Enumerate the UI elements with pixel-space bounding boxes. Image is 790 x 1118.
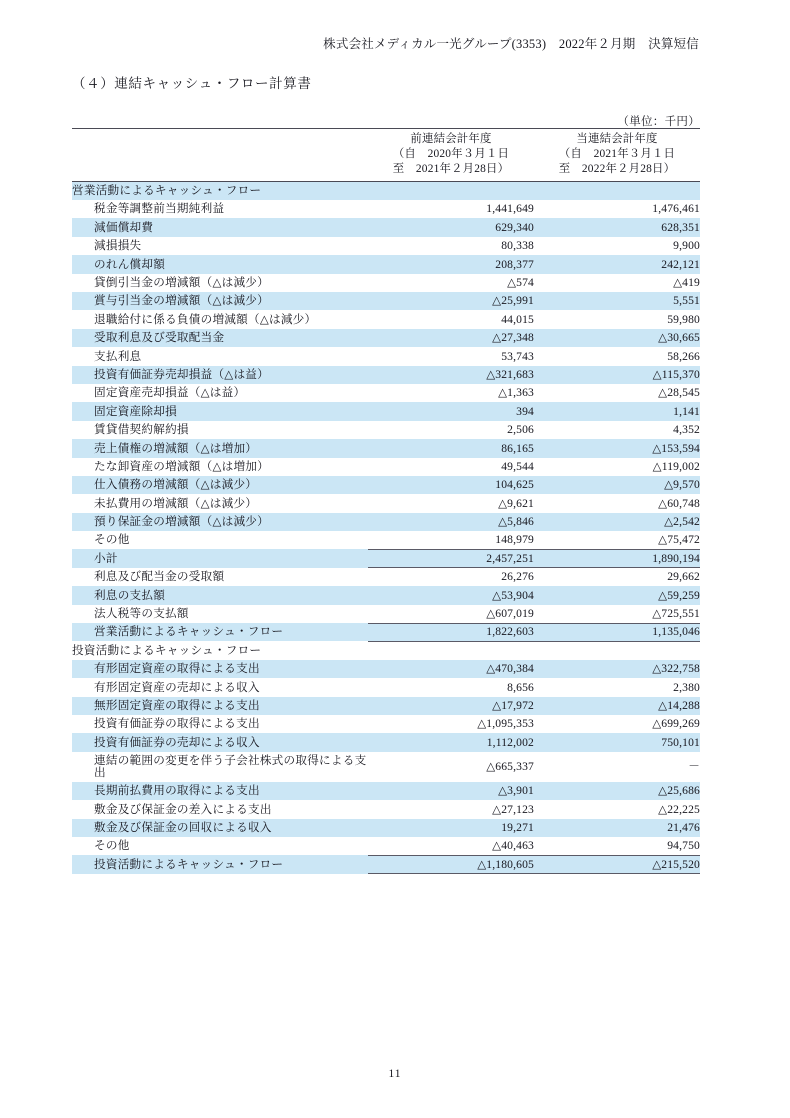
table-row — [72, 819, 700, 837]
table-row — [72, 605, 700, 623]
unit-note: （単位：千円） — [617, 116, 700, 128]
row-value-current: 1,141 — [534, 402, 700, 420]
row-label: その他 — [72, 531, 368, 549]
row-label: 退職給付に係る負債の増減額（△は減少） — [72, 310, 368, 328]
row-label: 利息の支払額 — [72, 586, 368, 604]
row-value-current: 1,476,461 — [534, 200, 700, 218]
row-value-previous: △3,901 — [368, 782, 534, 800]
table-row — [72, 458, 700, 476]
row-value-previous: 44,015 — [368, 310, 534, 328]
row-value-previous: △1,363 — [368, 384, 534, 402]
row-value-current: △119,002 — [534, 458, 700, 476]
previous-period-from: （自 2020年３月１日 — [392, 148, 510, 161]
row-label: 税金等調整前当期純利益 — [72, 200, 368, 218]
row-value-current: △699,269 — [534, 715, 700, 733]
row-value-current: － — [534, 752, 700, 782]
row-value-current — [534, 182, 700, 200]
row-label: 投資活動によるキャッシュ・フロー — [72, 855, 368, 873]
row-label: 賞与引当金の増減額（△は減少） — [72, 292, 368, 310]
table-row — [72, 310, 700, 328]
row-label: 支払利息 — [72, 347, 368, 365]
row-value-current: △153,594 — [534, 439, 700, 457]
row-value-current: 58,266 — [534, 347, 700, 365]
row-label: 未払費用の増減額（△は減少） — [72, 494, 368, 512]
table-row — [72, 347, 700, 365]
table-row — [72, 402, 700, 420]
row-label: 固定資産売却損益（△は益） — [72, 384, 368, 402]
row-value-current: 9,900 — [534, 237, 700, 255]
row-value-previous: △1,180,605 — [368, 855, 534, 873]
row-label: 営業活動によるキャッシュ・フロー — [72, 182, 368, 200]
table-row — [72, 623, 700, 641]
row-label: 連結の範囲の変更を伴う子会社株式の取得による支出 — [72, 752, 368, 782]
row-value-previous: 86,165 — [368, 439, 534, 457]
row-label: 利息及び配当金の受取額 — [72, 568, 368, 586]
table-row — [72, 384, 700, 402]
row-label: たな卸資産の増減額（△は増加） — [72, 458, 368, 476]
row-label: 仕入債務の増減額（△は減少） — [72, 476, 368, 494]
row-value-previous: 394 — [368, 402, 534, 420]
row-value-previous: 1,441,649 — [368, 200, 534, 218]
row-value-previous: △470,384 — [368, 660, 534, 678]
table-row — [72, 715, 700, 733]
table-row — [72, 255, 700, 273]
table-row — [72, 752, 700, 782]
row-label: 投資有価証券売却損益（△は益） — [72, 366, 368, 384]
table-row — [72, 697, 700, 715]
row-value-current: 628,351 — [534, 218, 700, 236]
row-label: 投資有価証券の取得による支出 — [72, 715, 368, 733]
table-row — [72, 855, 700, 873]
table-header-row — [72, 129, 700, 182]
row-value-current: △60,748 — [534, 494, 700, 512]
row-value-previous: △321,683 — [368, 366, 534, 384]
table-section-header-row — [72, 641, 700, 659]
row-label: 有形固定資産の売却による収入 — [72, 678, 368, 696]
row-value-previous: 26,276 — [368, 568, 534, 586]
table-row — [72, 366, 700, 384]
row-label: 法人税等の支払額 — [72, 605, 368, 623]
current-period-to: 至 2022年２月28日） — [558, 163, 676, 176]
table-row — [72, 513, 700, 531]
row-value-current: △75,472 — [534, 531, 700, 549]
table-row — [72, 568, 700, 586]
table-header — [72, 129, 700, 182]
column-header-previous-period — [368, 129, 534, 182]
row-value-current: △115,370 — [534, 366, 700, 384]
row-value-previous: 2,457,251 — [368, 549, 534, 567]
column-header-current-period — [534, 129, 700, 182]
table-section-header-row — [72, 182, 700, 200]
row-value-current: △30,665 — [534, 329, 700, 347]
row-label: 減価償却費 — [72, 218, 368, 236]
row-value-current: △725,551 — [534, 605, 700, 623]
previous-period-title: 前連結会計年度 — [410, 133, 492, 145]
row-label: 営業活動によるキャッシュ・フロー — [72, 623, 368, 641]
table-row — [72, 237, 700, 255]
row-value-current: △322,758 — [534, 660, 700, 678]
table-body — [72, 182, 700, 874]
row-value-previous: 208,377 — [368, 255, 534, 273]
row-label: 無形固定資産の取得による支出 — [72, 697, 368, 715]
row-value-previous — [368, 182, 534, 200]
row-label: 固定資産除却損 — [72, 402, 368, 420]
row-value-previous: 104,625 — [368, 476, 534, 494]
row-value-previous: △27,123 — [368, 800, 534, 818]
row-value-previous: △1,095,353 — [368, 715, 534, 733]
row-label: 有形固定資産の取得による支出 — [72, 660, 368, 678]
row-value-current: 750,101 — [534, 733, 700, 751]
row-value-current: 59,980 — [534, 310, 700, 328]
row-value-current: △9,570 — [534, 476, 700, 494]
row-value-previous: 49,544 — [368, 458, 534, 476]
row-value-previous: 629,340 — [368, 218, 534, 236]
row-value-previous: 53,743 — [368, 347, 534, 365]
row-value-previous: 148,979 — [368, 531, 534, 549]
page-title: （４）連結キャッシュ・フロー計算書 — [72, 76, 312, 91]
row-value-current: △2,542 — [534, 513, 700, 531]
row-value-current — [534, 641, 700, 659]
page-number: 11 — [388, 1068, 402, 1080]
table-row — [72, 837, 700, 855]
row-value-previous: △574 — [368, 274, 534, 292]
cash-flow-statement-table — [72, 128, 700, 874]
column-header-label — [72, 129, 368, 182]
row-value-previous: 8,656 — [368, 678, 534, 696]
row-label: 投資活動によるキャッシュ・フロー — [72, 641, 368, 659]
row-value-previous: 2,506 — [368, 421, 534, 439]
row-label: 敷金及び保証金の差入による支出 — [72, 800, 368, 818]
row-value-previous: 1,112,002 — [368, 733, 534, 751]
row-label: 敷金及び保証金の回収による収入 — [72, 819, 368, 837]
row-label: 投資有価証券の売却による収入 — [72, 733, 368, 751]
row-value-current: 5,551 — [534, 292, 700, 310]
table-row — [72, 274, 700, 292]
row-value-current: △14,288 — [534, 697, 700, 715]
table-row — [72, 200, 700, 218]
row-value-current: △22,225 — [534, 800, 700, 818]
row-value-previous: △40,463 — [368, 837, 534, 855]
table-row — [72, 678, 700, 696]
table-row — [72, 329, 700, 347]
table-row — [72, 476, 700, 494]
table-row — [72, 531, 700, 549]
row-label: 賃貸借契約解約損 — [72, 421, 368, 439]
row-value-previous: 1,822,603 — [368, 623, 534, 641]
row-label: 小計 — [72, 549, 368, 567]
row-value-current: 2,380 — [534, 678, 700, 696]
row-value-previous: 80,338 — [368, 237, 534, 255]
row-label: 受取利息及び受取配当金 — [72, 329, 368, 347]
table-row — [72, 782, 700, 800]
table-row — [72, 733, 700, 751]
row-label: 減損損失 — [72, 237, 368, 255]
row-value-current: 21,476 — [534, 819, 700, 837]
table-row — [72, 421, 700, 439]
table-row — [72, 292, 700, 310]
row-value-previous: △25,991 — [368, 292, 534, 310]
row-label: 貸倒引当金の増減額（△は減少） — [72, 274, 368, 292]
row-value-current: 4,352 — [534, 421, 700, 439]
row-value-previous: △5,846 — [368, 513, 534, 531]
row-label: のれん償却額 — [72, 255, 368, 273]
row-label: 売上債権の増減額（△は増加） — [72, 439, 368, 457]
cash-flow-table-wrapper — [72, 128, 700, 874]
previous-period-to: 至 2021年２月28日） — [392, 163, 510, 176]
row-value-current: △419 — [534, 274, 700, 292]
table-row — [72, 218, 700, 236]
row-label: 預り保証金の増減額（△は減少） — [72, 513, 368, 531]
table-row — [72, 549, 700, 567]
current-period-title: 当連結会計年度 — [576, 133, 658, 145]
table-row — [72, 439, 700, 457]
row-value-previous: △27,348 — [368, 329, 534, 347]
row-value-previous: △17,972 — [368, 697, 534, 715]
row-label: その他 — [72, 837, 368, 855]
table-row — [72, 660, 700, 678]
row-value-current: 242,121 — [534, 255, 700, 273]
row-value-previous: △607,019 — [368, 605, 534, 623]
row-value-current: △215,520 — [534, 855, 700, 873]
table-row — [72, 494, 700, 512]
row-value-current: △59,259 — [534, 586, 700, 604]
row-value-current: 29,662 — [534, 568, 700, 586]
row-value-previous: △53,904 — [368, 586, 534, 604]
row-value-previous: △9,621 — [368, 494, 534, 512]
current-period-from: （自 2021年３月１日 — [558, 148, 676, 161]
row-value-current: 94,750 — [534, 837, 700, 855]
row-value-current: 1,135,046 — [534, 623, 700, 641]
row-value-previous: △665,337 — [368, 752, 534, 782]
row-value-current: △28,545 — [534, 384, 700, 402]
row-label: 長期前払費用の取得による支出 — [72, 782, 368, 800]
table-row — [72, 586, 700, 604]
row-value-previous: 19,271 — [368, 819, 534, 837]
document-header: 株式会社メディカル一光グループ(3353) 2022年２月期 決算短信 — [323, 37, 699, 51]
row-value-previous — [368, 641, 534, 659]
row-value-current: 1,890,194 — [534, 549, 700, 567]
row-value-current: △25,686 — [534, 782, 700, 800]
table-row — [72, 800, 700, 818]
